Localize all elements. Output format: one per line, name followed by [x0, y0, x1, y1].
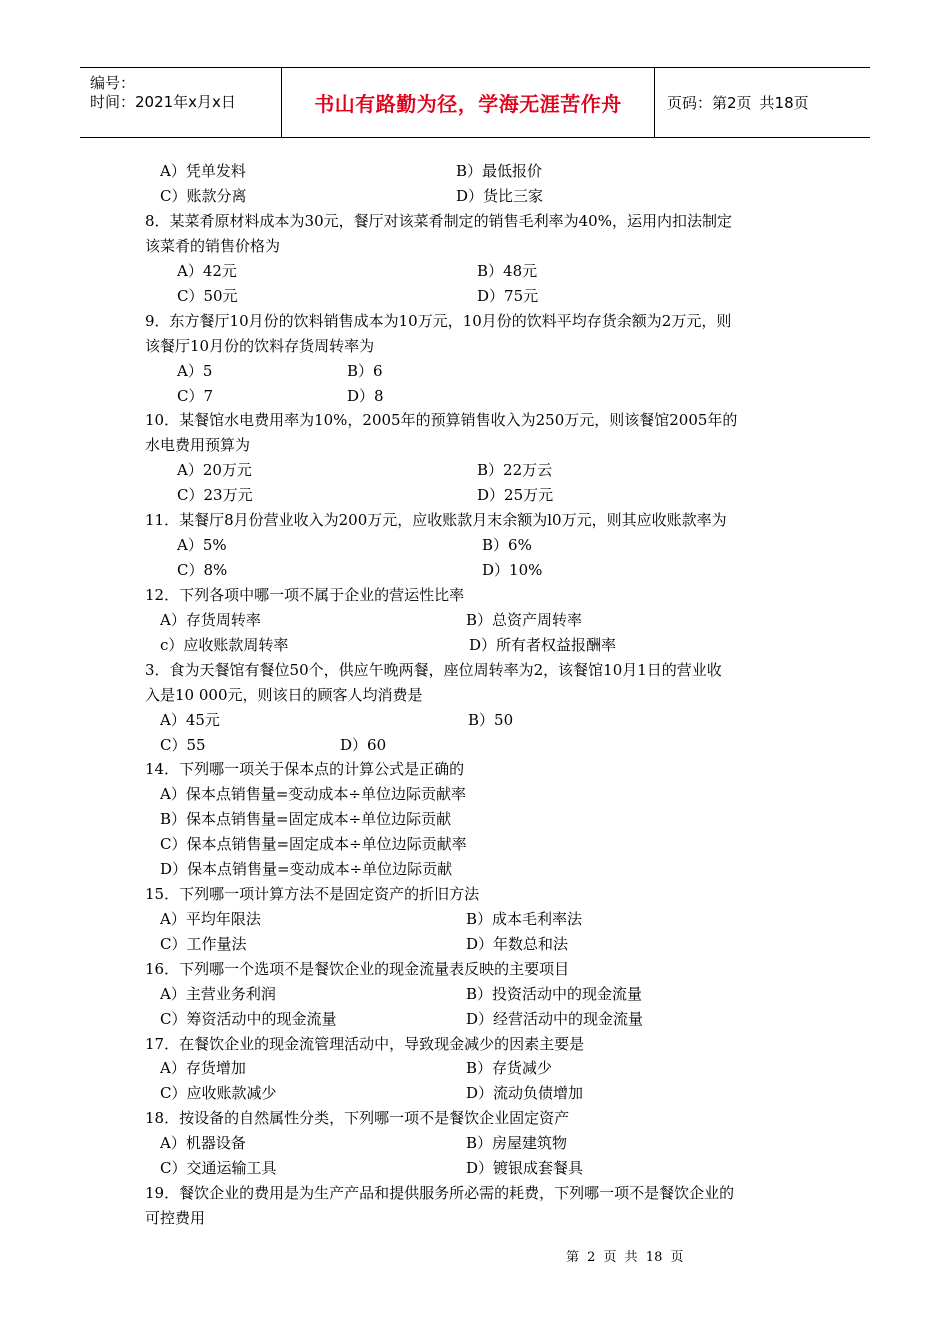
text-line: 14．下列哪一项关于保本点的计算公式是正确的	[145, 760, 465, 778]
text-line: B）成本毛利率法	[466, 910, 583, 928]
text-line: 该菜肴的销售价格为	[145, 237, 281, 255]
text-line: B）总资产周转率	[466, 611, 583, 629]
header-page-cell	[655, 68, 870, 137]
text-line: C）8%	[177, 561, 228, 579]
text-line: D）流动负债增加	[466, 1084, 584, 1102]
text-line: D）年数总和法	[466, 935, 569, 953]
text-line: B）6%	[482, 536, 532, 554]
text-line: C）工作量法	[160, 935, 247, 953]
text-line: C）保本点销售量=固定成本÷单位边际贡献率	[160, 835, 467, 853]
page-current: 页码：第2页	[667, 94, 752, 112]
text-line: B）50	[468, 711, 514, 729]
text-line: A）存货增加	[160, 1059, 246, 1077]
text-line: A）凭单发料	[160, 162, 246, 180]
text-line: B）存货减少	[466, 1059, 553, 1077]
text-line: C）7	[177, 387, 214, 405]
text-line: 19．餐饮企业的费用是为生产产品和提供服务所必需的耗费，下列哪一项不是餐饮企业的	[145, 1184, 735, 1202]
text-line: A）20万元	[177, 461, 252, 479]
time-label: 时间：2021年x月x日	[90, 93, 236, 111]
text-line: D）8	[347, 387, 384, 405]
text-line: D）10%	[482, 561, 543, 579]
text-line: 11．某餐厅8月份营业收入为200万元，应收账款月末余额为l0万元，则其应收账款率为	[145, 511, 727, 529]
text-line: D）25万元	[477, 486, 554, 504]
text-line: 水电费用预算为	[145, 436, 251, 454]
text-line: A）主营业务利润	[160, 985, 276, 1003]
text-line: A）平均年限法	[160, 910, 261, 928]
text-line: A）42元	[177, 262, 237, 280]
text-line: C）账款分离	[160, 187, 247, 205]
document-header	[80, 67, 870, 138]
text-line: A）存货周转率	[160, 611, 261, 629]
text-line: C）交通运输工具	[160, 1159, 277, 1177]
text-line: C）23万元	[177, 486, 253, 504]
text-line: D）所有者权益报酬率	[469, 636, 617, 654]
page-footer: 第 2 页 共 18 页	[566, 1250, 684, 1265]
header-motto-cell	[282, 68, 655, 137]
number-label: 编号：	[90, 74, 136, 92]
text-line: 可控费用	[145, 1209, 206, 1227]
text-line: B）6	[347, 362, 383, 380]
text-line: D）75元	[477, 287, 539, 305]
text-line: A）保本点销售量=变动成本÷单位边际贡献率	[160, 785, 466, 803]
text-line: D）镀银成套餐具	[466, 1159, 584, 1177]
text-line: B）房屋建筑物	[466, 1134, 568, 1152]
text-line: B）投资活动中的现金流量	[466, 985, 643, 1003]
text-line: B）48元	[477, 262, 538, 280]
text-line: B）保本点销售量=固定成本÷单位边际贡献	[160, 810, 452, 828]
text-line: D）经营活动中的现金流量	[466, 1010, 644, 1028]
text-line: A）5	[177, 362, 213, 380]
text-line: 3．食为天餐馆有餐位50个，供应午晚两餐，座位周转率为2，该餐馆10月1日的营业收	[145, 661, 722, 679]
text-line: c）应收账款周转率	[160, 636, 289, 654]
text-line: 入是10 000元，则该日的顾客人均消费是	[145, 686, 423, 704]
text-line: A）45元	[160, 711, 220, 729]
text-line: C）55	[160, 736, 206, 754]
page-total: 共18页	[759, 94, 809, 112]
text-line: C）应收账款减少	[160, 1084, 277, 1102]
text-line: D）保本点销售量=变动成本÷单位边际贡献	[160, 860, 453, 878]
motto-text: 书山有路勤为径，学海无涯苦作舟	[314, 92, 622, 116]
text-line: A）机器设备	[160, 1134, 246, 1152]
text-line: 9．东方餐厅10月份的饮料销售成本为10万元，10月份的饮料平均存货余额为2万元，则	[145, 312, 732, 330]
text-line: 15．下列哪一项计算方法不是固定资产的折旧方法	[145, 885, 480, 903]
text-line: 17．在餐饮企业的现金流管理活动中，导致现金减少的因素主要是	[145, 1035, 585, 1053]
text-line: D）60	[340, 736, 387, 754]
header-meta-cell	[80, 68, 282, 137]
text-line: 10．某餐馆水电费用率为10%，2005年的预算销售收入为250万元，则该餐馆2005年的	[145, 411, 738, 429]
text-line: 12．下列各项中哪一项不属于企业的营运性比率	[145, 586, 465, 604]
text-line: 该餐厅10月份的饮料存货周转率为	[145, 337, 375, 355]
text-line: B）22万云	[477, 461, 553, 479]
text-line: 18．按设备的自然属性分类，下列哪一项不是餐饮企业固定资产	[145, 1109, 570, 1127]
text-line: A）5%	[177, 536, 227, 554]
text-line: C）筹资活动中的现金流量	[160, 1010, 337, 1028]
text-line: 8．某菜肴原材料成本为30元，餐厅对该菜肴制定的销售毛利率为40%，运用内扣法制定	[145, 212, 732, 230]
text-line: D）货比三家	[456, 187, 544, 205]
text-line: B）最低报价	[456, 162, 543, 180]
text-line: 16．下列哪一个选项不是餐饮企业的现金流量表反映的主要项目	[145, 960, 570, 978]
text-line: C）50元	[177, 287, 238, 305]
